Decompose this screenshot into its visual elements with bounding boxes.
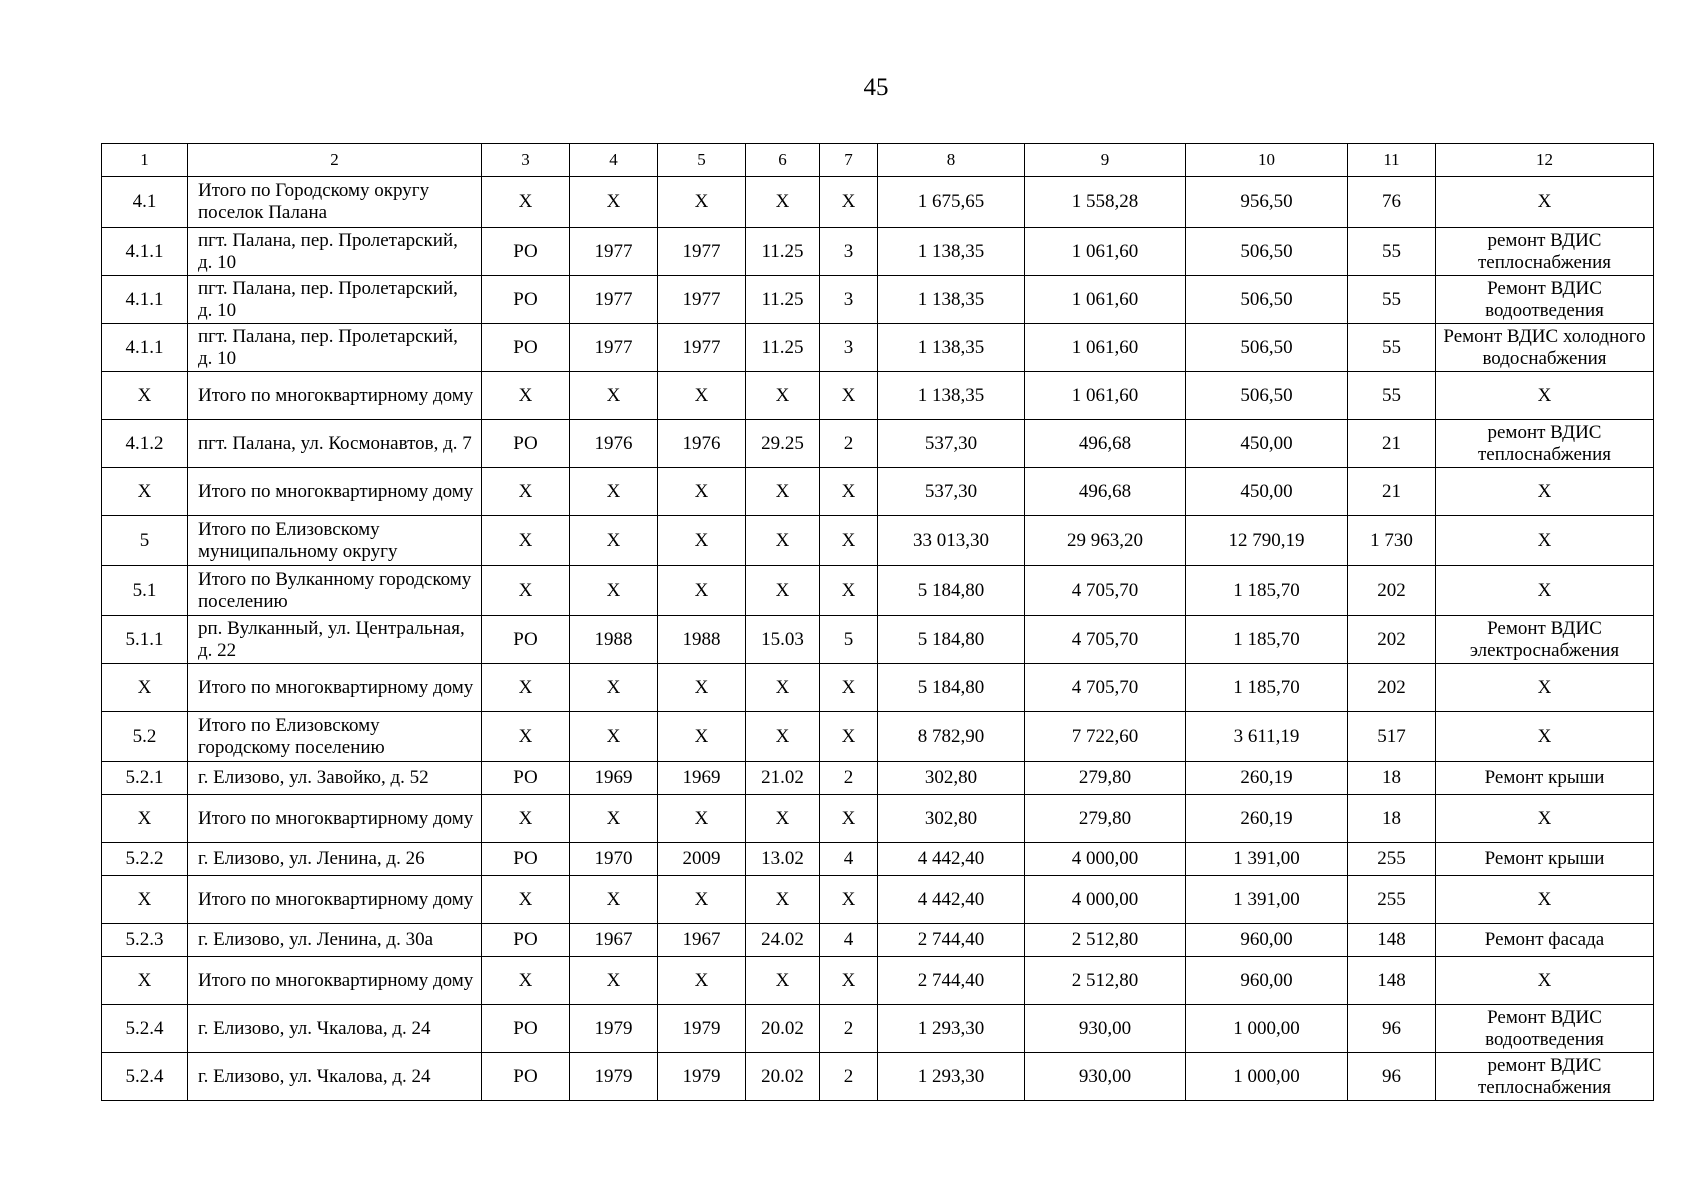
table-cell-col-6: 29.25 [746, 420, 820, 468]
table-cell-col-12: X [1436, 957, 1654, 1005]
table-cell-col-1: 5.2.1 [102, 762, 188, 795]
table-cell-col-10: 260,19 [1186, 795, 1348, 843]
table-cell-col-6: X [746, 372, 820, 420]
table-cell-col-6: 20.02 [746, 1005, 820, 1053]
table-cell-col-12: Ремонт ВДИС электроснабжения [1436, 616, 1654, 664]
table-cell-col-3: X [482, 177, 570, 228]
table-cell-col-3: РО [482, 228, 570, 276]
table-cell-col-8: 4 442,40 [878, 876, 1025, 924]
table-cell-col-5: 1988 [658, 616, 746, 664]
table-cell-col-7: 5 [820, 616, 878, 664]
table-cell-col-6: 21.02 [746, 762, 820, 795]
table-cell-col-7: X [820, 516, 878, 566]
table-cell-col-6: 15.03 [746, 616, 820, 664]
table-cell-col-10: 450,00 [1186, 468, 1348, 516]
table-cell-col-3: РО [482, 762, 570, 795]
table-cell-col-6: X [746, 795, 820, 843]
table-cell-col-10: 260,19 [1186, 762, 1348, 795]
table-cell-col-2: Итого по Вулканному городскому поселению [188, 566, 482, 616]
table-row [102, 468, 1654, 516]
table-cell-col-1: 5.2.4 [102, 1053, 188, 1101]
table-cell-col-2: Итого по многоквартирному дому [188, 372, 482, 420]
table-cell-col-1: 4.1.1 [102, 324, 188, 372]
table-cell-col-6: X [746, 468, 820, 516]
table-cell-col-5: 1979 [658, 1005, 746, 1053]
table-cell-col-5: 1977 [658, 228, 746, 276]
table-cell-col-4: 1988 [570, 616, 658, 664]
table-row [102, 420, 1654, 468]
table-cell-col-10: 3 611,19 [1186, 712, 1348, 762]
table-cell-col-7: 2 [820, 1053, 878, 1101]
table-cell-col-5: X [658, 957, 746, 1005]
table-row [102, 372, 1654, 420]
table-cell-col-1: 5.2 [102, 712, 188, 762]
table-cell-col-11: 55 [1348, 372, 1436, 420]
table-cell-col-11: 21 [1348, 468, 1436, 516]
table-cell-col-4: X [570, 372, 658, 420]
table-cell-col-11: 202 [1348, 566, 1436, 616]
table-cell-col-12: X [1436, 566, 1654, 616]
table-cell-col-11: 96 [1348, 1053, 1436, 1101]
table-row [102, 1053, 1654, 1101]
table-cell-col-11: 148 [1348, 957, 1436, 1005]
table-cell-col-1: 4.1.2 [102, 420, 188, 468]
table-cell-col-12: X [1436, 468, 1654, 516]
table-cell-col-11: 76 [1348, 177, 1436, 228]
table-cell-col-4: 1977 [570, 324, 658, 372]
table-cell-col-8: 302,80 [878, 795, 1025, 843]
column-number-4: 4 [570, 144, 658, 177]
table-cell-col-7: X [820, 712, 878, 762]
table-cell-col-4: X [570, 795, 658, 843]
table-cell-col-7: X [820, 664, 878, 712]
table-cell-col-10: 450,00 [1186, 420, 1348, 468]
table-cell-col-2: г. Елизово, ул. Ленина, д. 30а [188, 924, 482, 957]
table-cell-col-12: Ремонт крыши [1436, 762, 1654, 795]
table-cell-col-9: 2 512,80 [1025, 924, 1186, 957]
table-row [102, 324, 1654, 372]
table-cell-col-10: 1 391,00 [1186, 843, 1348, 876]
table-cell-col-10: 1 185,70 [1186, 566, 1348, 616]
table-cell-col-8: 1 293,30 [878, 1053, 1025, 1101]
table-cell-col-5: 1967 [658, 924, 746, 957]
table-cell-col-5: X [658, 177, 746, 228]
table-cell-col-7: 2 [820, 420, 878, 468]
table-cell-col-3: РО [482, 616, 570, 664]
table-cell-col-7: 3 [820, 276, 878, 324]
table-cell-col-2: Итого по Городскому округу поселок Палана [188, 177, 482, 228]
table-cell-col-8: 33 013,30 [878, 516, 1025, 566]
table-cell-col-10: 960,00 [1186, 957, 1348, 1005]
table-row [102, 228, 1654, 276]
table-cell-col-1: 4.1.1 [102, 228, 188, 276]
table-cell-col-3: РО [482, 420, 570, 468]
table-cell-col-8: 2 744,40 [878, 957, 1025, 1005]
table-cell-col-7: X [820, 177, 878, 228]
table-cell-col-4: X [570, 468, 658, 516]
table-cell-col-2: Итого по Елизовскому городскому поселению [188, 712, 482, 762]
table-cell-col-7: X [820, 566, 878, 616]
table-cell-col-12: Ремонт ВДИС холодного водоснабжения [1436, 324, 1654, 372]
table-cell-col-4: X [570, 566, 658, 616]
table-cell-col-5: 1976 [658, 420, 746, 468]
table-cell-col-3: X [482, 876, 570, 924]
table-cell-col-12: Ремонт крыши [1436, 843, 1654, 876]
table-cell-col-4: 1979 [570, 1053, 658, 1101]
table-cell-col-11: 202 [1348, 616, 1436, 664]
table-cell-col-3: X [482, 795, 570, 843]
table-cell-col-9: 279,80 [1025, 795, 1186, 843]
table-cell-col-3: X [482, 372, 570, 420]
table-cell-col-9: 1 061,60 [1025, 324, 1186, 372]
table-cell-col-11: 255 [1348, 843, 1436, 876]
table-cell-col-3: X [482, 566, 570, 616]
table-cell-col-1: 5.2.2 [102, 843, 188, 876]
table-cell-col-9: 2 512,80 [1025, 957, 1186, 1005]
table-cell-col-2: Итого по многоквартирному дому [188, 664, 482, 712]
table-cell-col-12: X [1436, 876, 1654, 924]
table-cell-col-9: 4 705,70 [1025, 664, 1186, 712]
table-cell-col-10: 1 185,70 [1186, 664, 1348, 712]
table-cell-col-2: г. Елизово, ул. Завойко, д. 52 [188, 762, 482, 795]
table-cell-col-7: X [820, 372, 878, 420]
column-number-1: 1 [102, 144, 188, 177]
table-cell-col-2: Итого по многоквартирному дому [188, 957, 482, 1005]
table-cell-col-5: 2009 [658, 843, 746, 876]
table-cell-col-1: X [102, 957, 188, 1005]
table-cell-col-4: X [570, 177, 658, 228]
table-cell-col-7: 3 [820, 228, 878, 276]
table-cell-col-6: 13.02 [746, 843, 820, 876]
table-cell-col-5: X [658, 795, 746, 843]
table-cell-col-2: г. Елизово, ул. Ленина, д. 26 [188, 843, 482, 876]
table-cell-col-9: 7 722,60 [1025, 712, 1186, 762]
table-cell-col-12: X [1436, 795, 1654, 843]
table-cell-col-3: X [482, 468, 570, 516]
table-cell-col-5: X [658, 372, 746, 420]
table-cell-col-10: 506,50 [1186, 276, 1348, 324]
table-cell-col-6: 11.25 [746, 276, 820, 324]
table-cell-col-10: 506,50 [1186, 324, 1348, 372]
table-cell-col-12: X [1436, 177, 1654, 228]
table-row [102, 795, 1654, 843]
table-cell-col-7: 4 [820, 924, 878, 957]
table-cell-col-4: 1970 [570, 843, 658, 876]
table-cell-col-3: РО [482, 1053, 570, 1101]
table-cell-col-3: X [482, 957, 570, 1005]
table-cell-col-2: пгт. Палана, пер. Пролетарский, д. 10 [188, 324, 482, 372]
table-cell-col-8: 1 138,35 [878, 324, 1025, 372]
table-cell-col-8: 2 744,40 [878, 924, 1025, 957]
housing-repair-table [101, 143, 1654, 1101]
table-cell-col-11: 517 [1348, 712, 1436, 762]
table-row [102, 516, 1654, 566]
table-row [102, 924, 1654, 957]
table-cell-col-1: 5.1 [102, 566, 188, 616]
table-cell-col-4: X [570, 876, 658, 924]
table-cell-col-10: 506,50 [1186, 228, 1348, 276]
table-row [102, 957, 1654, 1005]
table-row [102, 276, 1654, 324]
table-cell-col-12: X [1436, 516, 1654, 566]
table-cell-col-9: 4 000,00 [1025, 876, 1186, 924]
table-cell-col-2: г. Елизово, ул. Чкалова, д. 24 [188, 1053, 482, 1101]
table-cell-col-11: 55 [1348, 324, 1436, 372]
table-cell-col-11: 55 [1348, 228, 1436, 276]
table-cell-col-11: 18 [1348, 795, 1436, 843]
table-cell-col-6: X [746, 566, 820, 616]
table-cell-col-8: 537,30 [878, 420, 1025, 468]
table-row [102, 616, 1654, 664]
table-cell-col-4: 1976 [570, 420, 658, 468]
table-cell-col-6: 20.02 [746, 1053, 820, 1101]
table-cell-col-8: 537,30 [878, 468, 1025, 516]
table-cell-col-8: 5 184,80 [878, 664, 1025, 712]
table-cell-col-10: 1 000,00 [1186, 1053, 1348, 1101]
table-cell-col-2: пгт. Палана, пер. Пролетарский, д. 10 [188, 228, 482, 276]
table-body [102, 144, 1654, 1101]
table-cell-col-9: 496,68 [1025, 420, 1186, 468]
table-cell-col-9: 930,00 [1025, 1053, 1186, 1101]
table-cell-col-5: 1969 [658, 762, 746, 795]
table-cell-col-6: X [746, 664, 820, 712]
table-cell-col-8: 302,80 [878, 762, 1025, 795]
table-cell-col-12: Ремонт фасада [1436, 924, 1654, 957]
table-cell-col-9: 1 061,60 [1025, 276, 1186, 324]
table-cell-col-9: 930,00 [1025, 1005, 1186, 1053]
table-cell-col-12: X [1436, 712, 1654, 762]
table-cell-col-12: X [1436, 372, 1654, 420]
table-cell-col-9: 29 963,20 [1025, 516, 1186, 566]
table-cell-col-4: 1977 [570, 228, 658, 276]
table-cell-col-11: 1 730 [1348, 516, 1436, 566]
column-number-6: 6 [746, 144, 820, 177]
table-cell-col-4: X [570, 664, 658, 712]
table-cell-col-5: X [658, 516, 746, 566]
table-cell-col-3: РО [482, 924, 570, 957]
table-cell-col-2: пгт. Палана, ул. Космонавтов, д. 7 [188, 420, 482, 468]
table-cell-col-11: 202 [1348, 664, 1436, 712]
table-cell-col-11: 148 [1348, 924, 1436, 957]
page-number: 45 [863, 74, 889, 101]
table-cell-col-7: 2 [820, 1005, 878, 1053]
table-cell-col-4: 1979 [570, 1005, 658, 1053]
table-cell-col-6: 24.02 [746, 924, 820, 957]
table-cell-col-12: Ремонт ВДИС водоотведения [1436, 1005, 1654, 1053]
table-cell-col-1: 5.1.1 [102, 616, 188, 664]
table-cell-col-3: X [482, 664, 570, 712]
table-cell-col-10: 1 000,00 [1186, 1005, 1348, 1053]
table-cell-col-5: X [658, 468, 746, 516]
table-cell-col-2: пгт. Палана, пер. Пролетарский, д. 10 [188, 276, 482, 324]
table-cell-col-9: 496,68 [1025, 468, 1186, 516]
table-cell-col-8: 8 782,90 [878, 712, 1025, 762]
table-cell-col-1: 4.1.1 [102, 276, 188, 324]
table-cell-col-11: 255 [1348, 876, 1436, 924]
table-cell-col-4: 1969 [570, 762, 658, 795]
table-row [102, 177, 1654, 228]
table-cell-col-12: Ремонт ВДИС водоотведения [1436, 276, 1654, 324]
table-cell-col-2: Итого по многоквартирному дому [188, 876, 482, 924]
column-number-10: 10 [1186, 144, 1348, 177]
table-cell-col-8: 1 138,35 [878, 228, 1025, 276]
table-cell-col-7: X [820, 957, 878, 1005]
column-number-12: 12 [1436, 144, 1654, 177]
table-cell-col-2: Итого по многоквартирному дому [188, 468, 482, 516]
table-cell-col-2: Итого по многоквартирному дому [188, 795, 482, 843]
table-cell-col-1: X [102, 876, 188, 924]
table-cell-col-8: 1 293,30 [878, 1005, 1025, 1053]
table-cell-col-12: X [1436, 664, 1654, 712]
table-row [102, 664, 1654, 712]
table-row [102, 843, 1654, 876]
table-cell-col-7: X [820, 468, 878, 516]
column-number-8: 8 [878, 144, 1025, 177]
table-cell-col-5: 1977 [658, 276, 746, 324]
table-cell-col-11: 96 [1348, 1005, 1436, 1053]
table-cell-col-8: 5 184,80 [878, 616, 1025, 664]
table-cell-col-5: X [658, 566, 746, 616]
table-cell-col-3: РО [482, 843, 570, 876]
table-cell-col-1: 5.2.3 [102, 924, 188, 957]
table-cell-col-4: X [570, 957, 658, 1005]
table-cell-col-3: РО [482, 276, 570, 324]
table-cell-col-4: X [570, 516, 658, 566]
table-cell-col-8: 4 442,40 [878, 843, 1025, 876]
table-cell-col-11: 18 [1348, 762, 1436, 795]
table-cell-col-4: 1977 [570, 276, 658, 324]
table-cell-col-5: X [658, 664, 746, 712]
table-cell-col-9: 4 705,70 [1025, 616, 1186, 664]
table-cell-col-5: X [658, 876, 746, 924]
table-cell-col-2: г. Елизово, ул. Чкалова, д. 24 [188, 1005, 482, 1053]
table-cell-col-1: X [102, 372, 188, 420]
table-cell-col-10: 956,50 [1186, 177, 1348, 228]
table-cell-col-7: X [820, 876, 878, 924]
table-cell-col-8: 1 675,65 [878, 177, 1025, 228]
table-cell-col-7: 4 [820, 843, 878, 876]
table-cell-col-7: 2 [820, 762, 878, 795]
table-row [102, 1005, 1654, 1053]
column-number-3: 3 [482, 144, 570, 177]
table-cell-col-1: 4.1 [102, 177, 188, 228]
table-cell-col-7: 3 [820, 324, 878, 372]
table-cell-col-6: X [746, 876, 820, 924]
table-cell-col-10: 1 391,00 [1186, 876, 1348, 924]
table-cell-col-9: 1 061,60 [1025, 372, 1186, 420]
table-cell-col-6: X [746, 516, 820, 566]
table-cell-col-9: 1 061,60 [1025, 228, 1186, 276]
column-number-2: 2 [188, 144, 482, 177]
table-cell-col-5: 1979 [658, 1053, 746, 1101]
column-number-9: 9 [1025, 144, 1186, 177]
table-cell-col-6: X [746, 957, 820, 1005]
table-row [102, 876, 1654, 924]
table-cell-col-5: X [658, 712, 746, 762]
table-row [102, 566, 1654, 616]
table-cell-col-10: 1 185,70 [1186, 616, 1348, 664]
table-cell-col-11: 21 [1348, 420, 1436, 468]
table-cell-col-3: X [482, 712, 570, 762]
table-cell-col-4: 1967 [570, 924, 658, 957]
table-cell-col-6: X [746, 712, 820, 762]
table-row [102, 762, 1654, 795]
header-row [102, 144, 1654, 177]
table-cell-col-6: 11.25 [746, 324, 820, 372]
table-cell-col-5: 1977 [658, 324, 746, 372]
column-number-5: 5 [658, 144, 746, 177]
table-cell-col-10: 960,00 [1186, 924, 1348, 957]
table-cell-col-1: X [102, 795, 188, 843]
table-cell-col-10: 506,50 [1186, 372, 1348, 420]
table-cell-col-6: X [746, 177, 820, 228]
table-cell-col-12: ремонт ВДИС теплоснабжения [1436, 1053, 1654, 1101]
table-cell-col-9: 279,80 [1025, 762, 1186, 795]
table-cell-col-10: 12 790,19 [1186, 516, 1348, 566]
table-cell-col-11: 55 [1348, 276, 1436, 324]
column-number-11: 11 [1348, 144, 1436, 177]
table-cell-col-3: РО [482, 1005, 570, 1053]
table-cell-col-3: РО [482, 324, 570, 372]
table-cell-col-6: 11.25 [746, 228, 820, 276]
table-cell-col-2: рп. Вулканный, ул. Центральная, д. 22 [188, 616, 482, 664]
table-cell-col-1: X [102, 664, 188, 712]
table-cell-col-8: 1 138,35 [878, 276, 1025, 324]
table-cell-col-12: ремонт ВДИС теплоснабжения [1436, 420, 1654, 468]
table-row [102, 712, 1654, 762]
table-cell-col-1: 5.2.4 [102, 1005, 188, 1053]
table-cell-col-8: 1 138,35 [878, 372, 1025, 420]
table-cell-col-1: 5 [102, 516, 188, 566]
table-cell-col-3: X [482, 516, 570, 566]
column-number-7: 7 [820, 144, 878, 177]
table-cell-col-12: ремонт ВДИС теплоснабжения [1436, 228, 1654, 276]
table-cell-col-4: X [570, 712, 658, 762]
table-cell-col-8: 5 184,80 [878, 566, 1025, 616]
table-cell-col-9: 1 558,28 [1025, 177, 1186, 228]
table-cell-col-9: 4 000,00 [1025, 843, 1186, 876]
table-cell-col-7: X [820, 795, 878, 843]
table-cell-col-9: 4 705,70 [1025, 566, 1186, 616]
table-cell-col-2: Итого по Елизовскому муниципальному округу [188, 516, 482, 566]
table-cell-col-1: X [102, 468, 188, 516]
